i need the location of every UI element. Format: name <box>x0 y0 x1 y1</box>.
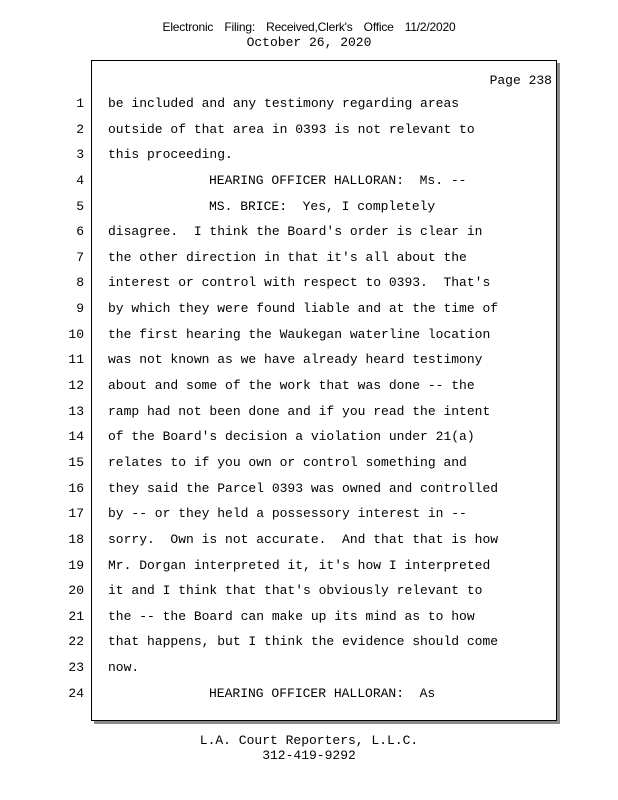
transcript-line <box>0 476 618 502</box>
transcript-line <box>0 91 618 117</box>
line-text: the first hearing the Waukegan waterline location <box>108 326 491 342</box>
line-number: 15 <box>68 454 84 470</box>
line-number: 7 <box>76 249 84 265</box>
transcript-line <box>0 219 618 245</box>
transcript-line <box>0 194 618 220</box>
line-number: 18 <box>68 531 84 547</box>
line-text: now. <box>108 660 140 676</box>
line-text: by which they were found liable and at the time of <box>108 301 499 317</box>
line-number: 2 <box>76 121 84 137</box>
transcript-line <box>0 450 618 476</box>
line-number: 20 <box>68 583 84 599</box>
transcript-line <box>0 245 618 271</box>
transcript-line <box>0 322 618 348</box>
transcript-line <box>0 117 618 143</box>
transcript-line <box>0 655 618 681</box>
transcript-line <box>0 604 618 630</box>
line-text: ramp had not been done and if you read the intent <box>108 403 491 419</box>
line-text: they said the Parcel 0393 was owned and controlled <box>108 480 499 496</box>
filing-stamp: Electronic Filing: Received,Clerk's Office 11/2/2020 <box>162 20 456 34</box>
line-number: 11 <box>68 352 84 368</box>
line-text: about and some of the work that was done -- the <box>108 378 475 394</box>
line-text: the -- the Board can make up its mind as to how <box>108 608 475 624</box>
line-number: 8 <box>76 275 84 291</box>
transcript-line <box>0 527 618 553</box>
line-text: interest or control with respect to 0393. That's <box>108 275 491 291</box>
line-number: 9 <box>76 301 84 317</box>
line-text: by -- or they held a possessory interest in -- <box>108 506 467 522</box>
transcript-line <box>0 501 618 527</box>
line-text: MS. BRICE: Yes, I completely <box>209 198 436 214</box>
line-text: relates to if you own or control something and <box>108 454 467 470</box>
transcript-line <box>0 399 618 425</box>
line-number: 17 <box>68 506 84 522</box>
line-number: 6 <box>76 224 84 240</box>
page-number: Page 238 <box>489 73 552 88</box>
line-number: 24 <box>68 685 84 701</box>
transcript-line <box>0 681 618 707</box>
line-number: 1 <box>76 96 84 111</box>
line-number: 12 <box>68 378 84 394</box>
reporter-footer <box>0 733 618 763</box>
transcript-line <box>0 296 618 322</box>
transcript-line <box>0 629 618 655</box>
transcript-line <box>0 553 618 579</box>
line-number: 16 <box>68 480 84 496</box>
line-number: 4 <box>76 172 84 188</box>
line-text: HEARING OFFICER HALLORAN: As <box>209 685 436 701</box>
line-number: 21 <box>68 608 84 624</box>
line-number: 10 <box>68 326 84 342</box>
line-number: 14 <box>68 429 84 445</box>
transcript-line <box>0 168 618 194</box>
line-number: 19 <box>68 557 84 573</box>
transcript-line <box>0 142 618 168</box>
reporter-phone: 312-419-9292 <box>262 748 356 763</box>
line-text: Mr. Dorgan interpreted it, it's how I interpreted <box>108 557 491 573</box>
line-number: 5 <box>76 198 84 214</box>
line-text: HEARING OFFICER HALLORAN: Ms. -- <box>209 172 467 188</box>
transcript-line <box>0 373 618 399</box>
line-text: the other direction in that it's all about the <box>108 249 467 265</box>
line-number: 22 <box>68 634 84 650</box>
line-number: 13 <box>68 403 84 419</box>
line-text: disagree. I think the Board's order is clear in <box>108 224 483 240</box>
line-text: was not known as we have already heard testimony <box>108 352 483 368</box>
hearing-date: October 26, 2020 <box>246 35 372 50</box>
line-text: be included and any testimony regarding areas <box>108 96 460 111</box>
transcript-line <box>0 578 618 604</box>
line-number: 3 <box>76 147 84 163</box>
transcript-lines <box>0 91 618 706</box>
line-text: sorry. Own is not accurate. And that that is how <box>108 531 499 547</box>
line-number: 23 <box>68 660 84 676</box>
line-text: that happens, but I think the evidence should come <box>108 634 499 650</box>
line-text: outside of that area in 0393 is not relevant to <box>108 121 475 137</box>
line-text: it and I think that that's obviously relevant to <box>108 583 483 599</box>
transcript-line <box>0 270 618 296</box>
line-text: this proceeding. <box>108 147 233 163</box>
reporter-company: L.A. Court Reporters, L.L.C. <box>199 733 419 748</box>
transcript-line <box>0 424 618 450</box>
transcript-line <box>0 347 618 373</box>
line-text: of the Board's decision a violation under 21(a) <box>108 429 475 445</box>
